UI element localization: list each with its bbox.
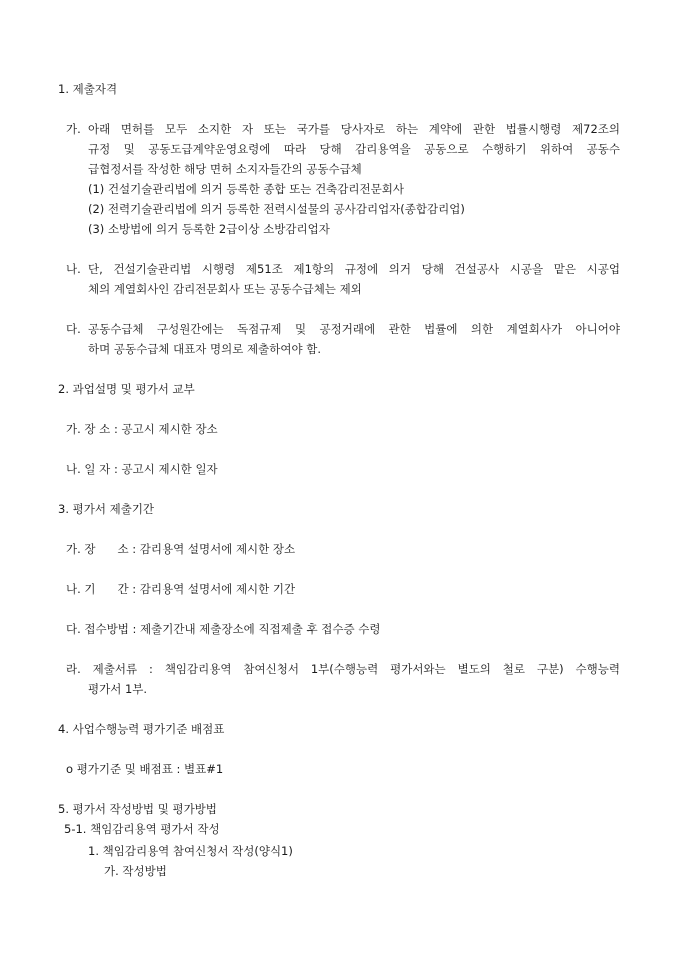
section-3-heading: 3. 평가서 제출기간 xyxy=(58,502,155,516)
s1-ga-line1: 아래 면허를 모두 소지한 자 또는 국가를 당사자로 하는 계약에 관한 법률시행령 제72조의 xyxy=(88,122,620,136)
s4-bullet: o 평가기준 및 배점표 : 별표#1 xyxy=(66,762,224,776)
s2-na: 나. 일 자 : 공고시 제시한 일자 xyxy=(66,462,218,476)
s3-na: 나. 기 간 : 감리용역 설명서에 제시한 기간 xyxy=(66,582,296,596)
s3-ga: 가. 장 소 : 감리용역 설명서에 제시한 장소 xyxy=(66,542,296,556)
s1-da-line1: 공동수급체 구성원간에는 독점규제 및 공정거래에 관한 법률에 의한 계열회사가 아니어야 xyxy=(88,322,620,336)
s1-ga-line2: 규정 및 공동도급계약운영요령에 따라 당해 감리용역을 공동으로 수행하기 위하여 공동수 xyxy=(88,142,620,156)
s1-da-label: 다. xyxy=(66,322,81,336)
s5-subheading: 5-1. 책임감리용역 평가서 작성 xyxy=(64,822,220,836)
section-4-heading: 4. 사업수행능력 평가기준 배점표 xyxy=(58,722,225,736)
section-2-heading: 2. 과업설명 및 평가서 교부 xyxy=(58,382,195,396)
section-1-heading: 1. 제출자격 xyxy=(58,82,118,96)
s3-ra-line1: 라. 제출서류 : 책임감리용역 참여신청서 1부(수행능력 평가서와는 별도의 철로 구분) 수행능력 xyxy=(66,662,620,676)
s3-da: 다. 접수방법 : 제출기간내 제출장소에 직접제출 후 접수증 수령 xyxy=(66,622,381,636)
s1-na-label: 나. xyxy=(66,262,81,276)
s1-ga-item-2: (2) 전력기술관리법에 의거 등록한 전력시설물의 공사감리업자(종합감리업) xyxy=(88,202,465,216)
s3-ra-line2: 평가서 1부. xyxy=(88,682,148,696)
s1-da-line2: 하며 공동수급체 대표자 명의로 제출하여야 함. xyxy=(88,342,322,356)
s1-ga-item-3: (3) 소방법에 의거 등록한 2급이상 소방감리업자 xyxy=(88,222,330,236)
s2-ga: 가. 장 소 : 공고시 제시한 장소 xyxy=(66,422,218,436)
section-5-heading: 5. 평가서 작성방법 및 평가방법 xyxy=(58,802,217,816)
s1-ga-line3: 급협정서를 작성한 해당 면허 소지자들간의 공동수급체 xyxy=(88,162,362,176)
s1-na-line1: 단, 건설기술관리법 시행령 제51조 제1항의 규정에 의거 당해 건설공사 시공을 맡은 시공업 xyxy=(88,262,620,276)
s5-item-1: 1. 책임감리용역 참여신청서 작성(양식1) xyxy=(88,844,293,858)
s5-item-1-ga: 가. 작성방법 xyxy=(104,864,167,878)
s1-na-line2: 체의 계열회사인 감리전문회사 또는 공동수급체는 제외 xyxy=(88,282,362,296)
s1-ga-label: 가. xyxy=(66,122,81,136)
s1-ga-item-1: (1) 건설기술관리법에 의거 등록한 종합 또는 건축감리전문회사 xyxy=(88,182,404,196)
